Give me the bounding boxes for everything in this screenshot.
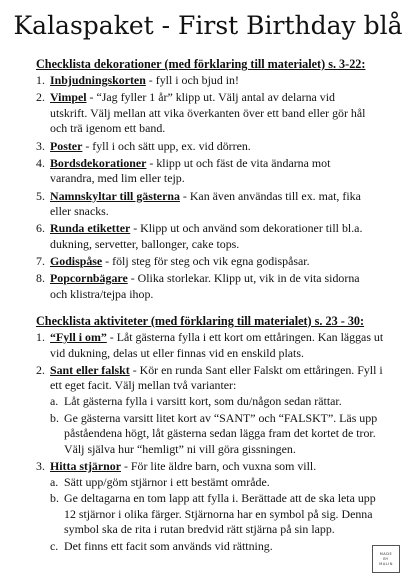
page-title: Kalaspaket - First Birthday blå [13, 11, 403, 40]
item-description: - “Jag fyller 1 år” klipp ut. Välj antal av delarna vid utskrift. Välj mellan att vika överkanten över ett band eller gör hål och trä igenom ett band. [50, 90, 366, 136]
sub-item [50, 539, 388, 555]
item-number: 2. [36, 90, 45, 105]
checklist-item [36, 188, 372, 220]
checklist-item [36, 271, 372, 302]
sub-item [50, 491, 388, 538]
sub-item-text: Låt gästerna fylla i varsitt kort, som du/någon sedan rättar. [64, 393, 342, 408]
sub-item [50, 394, 388, 410]
item-title: Bordsdekorationer [50, 155, 147, 170]
item-number: 3. [36, 458, 45, 473]
item-number: 4. [36, 155, 45, 170]
activities-checklist-heading: Checklista aktiviteter (med förklaring till materialet) s. 23 - 30: [36, 314, 365, 328]
item-number: 8. [36, 271, 45, 286]
checklist-item [36, 90, 372, 137]
checklist-item [36, 155, 372, 187]
checklist-item [36, 221, 372, 252]
sub-list [50, 394, 388, 457]
sub-item-letter: c. [50, 538, 59, 553]
item-number: 7. [36, 254, 45, 269]
sub-item-text: Det finns ett facit som används vid rättning. [64, 538, 273, 553]
item-description: - Olika storlekar. Klipp ut, vik in de vita sidorna och klistra/tejpa ihop. [50, 271, 360, 301]
item-number: 1. [36, 73, 45, 87]
item-description: - följ steg för steg och vik egna godispåsar. [102, 254, 310, 269]
item-number: 3. [36, 138, 45, 153]
checklist-item [36, 330, 388, 361]
decorations-checklist-heading: Checklista dekorationer (med förklaring till materialet) s. 3-22: [36, 57, 366, 71]
item-description: - klipp ut och fäst de vita ändarna mot varandra, med lim eller tejp. [50, 155, 331, 186]
decorations-checklist [36, 73, 372, 304]
item-description: - Kör en runda Sant eller Falskt om ettåringen. Fyll i ett eget facit. Välj mellan två varianter: [50, 362, 383, 393]
item-title: Hitta stjärnor [50, 458, 121, 473]
checklist-item [36, 254, 372, 270]
sub-item-text: Ge deltagarna en tom lapp att fylla i. Berättade att de ska leta upp 12 stjärnor i olika färger. Stjärnorna har en symbol på sig. Denna symbol ska de rita i rutan bredvid rätt stjärna på sin lapp. [64, 491, 376, 537]
logo-line: MALIN [379, 561, 393, 566]
item-description: - Klipp ut och använd som dekorationer till bl.a. dukning, servetter, ballonger, cake tops. [50, 221, 363, 251]
item-title: Vimpel [50, 90, 87, 105]
checklist-item [36, 73, 372, 89]
sub-item [50, 411, 388, 458]
activities-checklist [36, 330, 388, 556]
item-title: Poster [50, 138, 83, 153]
item-description: - Låt gästerna fylla i ett kort om ettåringen. Kan läggas ut vid dukning, delas ut eller finnas vid en enskild plats. [50, 330, 384, 360]
sub-item-letter: b. [50, 410, 59, 425]
item-title: Sant eller falskt [50, 362, 130, 377]
logo-line: BY [383, 556, 389, 561]
sub-item [50, 475, 388, 491]
checklist-item [36, 138, 372, 155]
item-description: - För lite äldre barn, och vuxna som vill. [121, 458, 317, 473]
item-title: Godispåse [50, 254, 103, 269]
item-description: - fyll i och sätt upp, ex. vid dörren. [82, 138, 251, 153]
item-title: Namnskyltar till gästerna [50, 188, 180, 203]
item-title: Inbjudningskorten [50, 73, 146, 87]
checklist-item [36, 362, 388, 458]
item-title: “Fyll i om” [50, 330, 107, 344]
checklist-item [36, 458, 388, 555]
sub-item-letter: a. [50, 474, 59, 489]
item-number: 6. [36, 221, 45, 236]
sub-item-text: Ge gästerna varsitt litet kort av “SANT” och “FALSKT”. Läs upp påståendena högt, låt gästerna sedan lägga fram det kortet de tror. Välj själva hur “hemligt” ni vill göra gissningen. [64, 410, 378, 456]
item-number: 1. [36, 330, 45, 344]
item-title: Popcornbägare [50, 271, 128, 286]
sub-item-letter: a. [50, 393, 59, 408]
item-description: - Kan även användas till ex. mat, fika eller snacks. [50, 188, 361, 219]
item-title: Runda etiketter [50, 221, 131, 236]
item-number: 5. [36, 188, 45, 203]
sub-list [50, 475, 388, 555]
logo-line: MADE [379, 551, 393, 556]
sub-item-text: Sätt upp/göm stjärnor i ett bestämt område. [64, 474, 270, 489]
item-description: - fyll i och bjud in! [145, 73, 239, 87]
sub-item-letter: b. [50, 491, 59, 506]
item-number: 2. [36, 362, 45, 377]
made-by-malin-logo [372, 545, 400, 573]
